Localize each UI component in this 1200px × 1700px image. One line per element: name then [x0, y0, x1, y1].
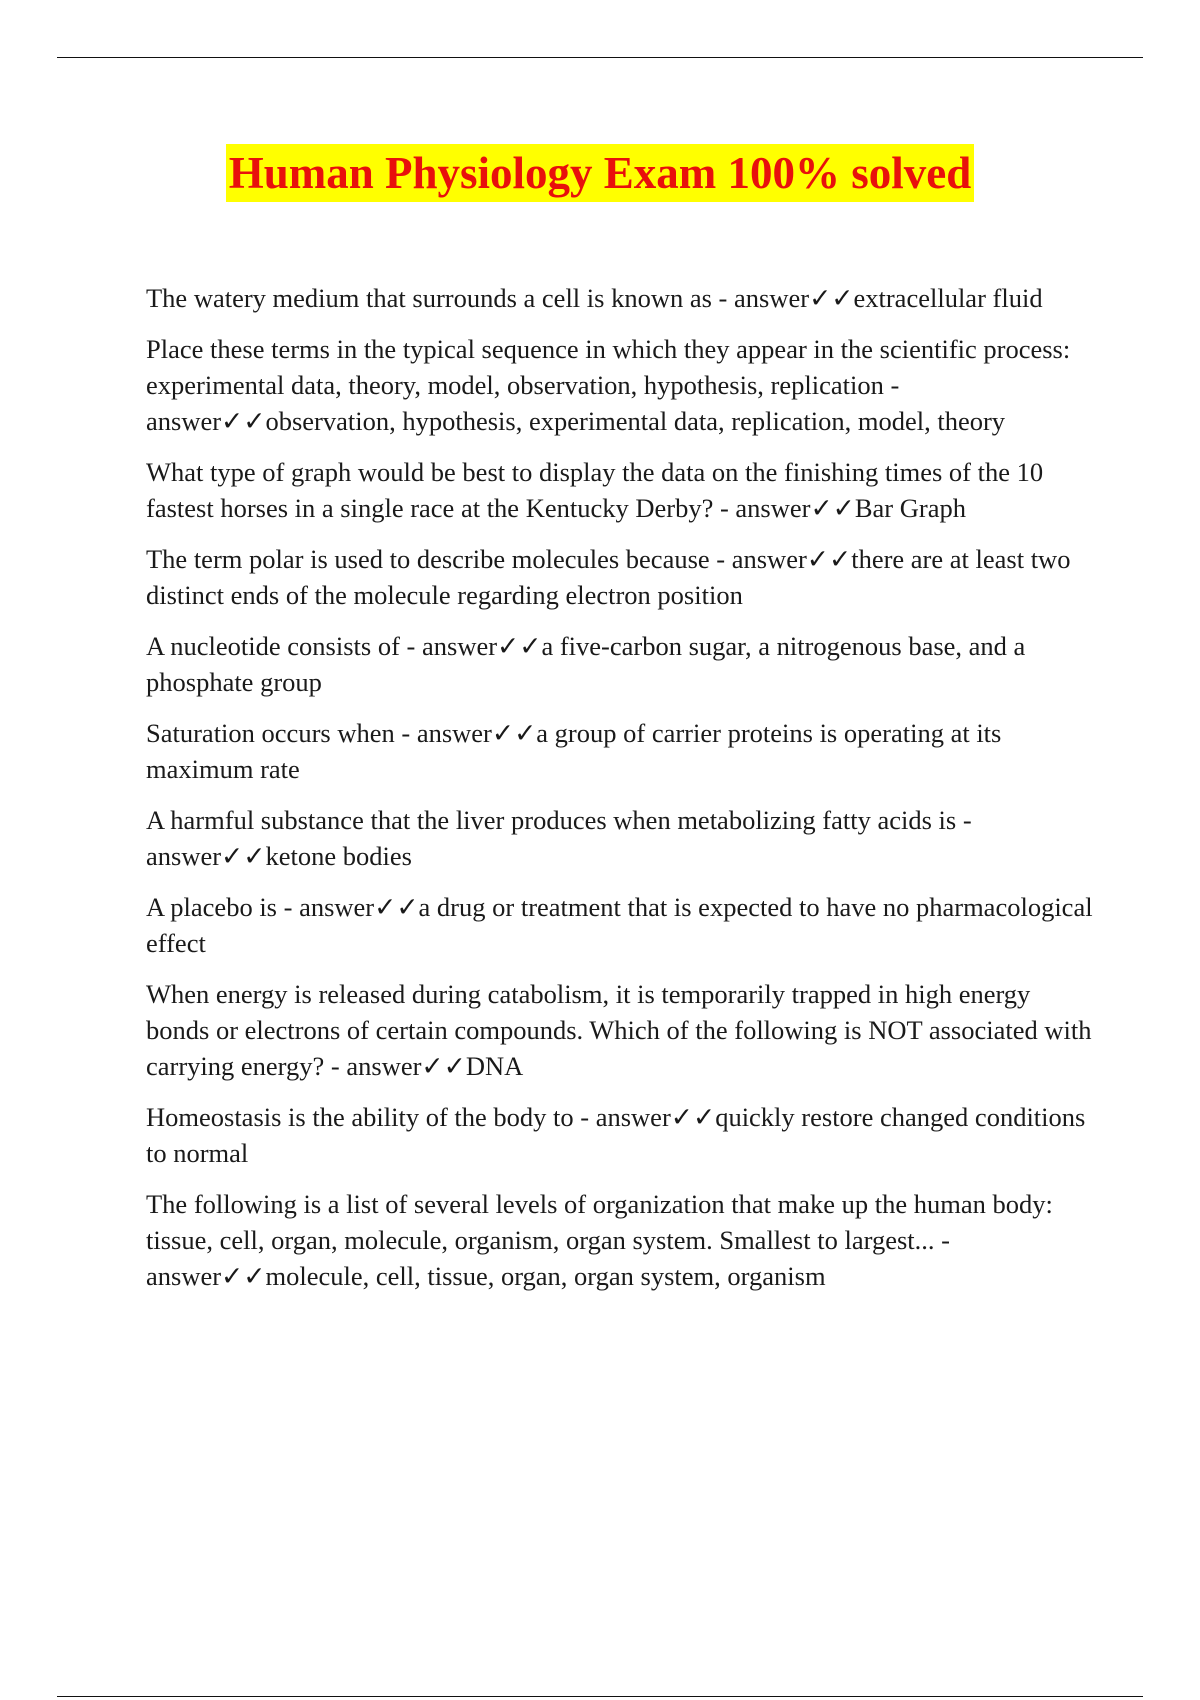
- answer-text: DNA: [465, 1051, 524, 1081]
- qa-item: [146, 331, 1096, 439]
- answer-text: a five-carbon sugar, a nitrogenous base, and a phosphate group: [146, 631, 1026, 697]
- answer-marker: answer✓✓: [595, 1102, 716, 1132]
- qa-item: [146, 889, 1096, 961]
- answer-text: observation, hypothesis, experimental data, replication, model, theory: [265, 406, 1006, 436]
- answer-marker: answer✓✓: [416, 718, 537, 748]
- qa-item: [146, 628, 1096, 700]
- question-text: The term polar is used to describe molecules because -: [146, 544, 732, 574]
- qa-list: [146, 280, 1096, 1309]
- answer-marker: answer✓✓: [422, 631, 542, 661]
- question-text: Homeostasis is the ability of the body to -: [146, 1102, 596, 1132]
- answer-text: a group of carrier proteins is operating at its maximum rate: [146, 718, 1002, 784]
- question-text: When energy is released during catabolism, it is temporarily trapped in high energy bonds or electrons of certain compounds. Which of the following is NOT associated with carrying energy? -: [146, 979, 1092, 1081]
- qa-item: [146, 802, 1096, 874]
- question-text: The following is a list of several levels of organization that make up the human body: tissue, cell, organ, molecule, organism, organ system. Smallest to largest... -: [146, 1189, 1053, 1255]
- qa-item: [146, 976, 1096, 1084]
- answer-text: Bar Graph: [854, 493, 966, 523]
- bottom-rule: [57, 1696, 1143, 1697]
- question-text: The watery medium that surrounds a cell is known as -: [146, 283, 735, 313]
- page-title: Human Physiology Exam 100% solved: [226, 144, 975, 202]
- answer-marker: answer✓✓: [734, 283, 854, 313]
- qa-item: [146, 454, 1096, 526]
- answer-text: a drug or treatment that is expected to have no pharmacological effect: [146, 892, 1093, 958]
- answer-marker: answer✓✓: [146, 406, 266, 436]
- answer-marker: answer✓✓: [146, 841, 266, 871]
- question-text: A harmful substance that the liver produces when metabolizing fatty acids is -: [146, 805, 972, 835]
- answer-text: molecule, cell, tissue, organ, organ system, organism: [265, 1261, 826, 1291]
- question-text: What type of graph would be best to display the data on the finishing times of the 10 fastest horses in a single race at the Kentucky Derby? -: [146, 457, 1044, 523]
- title-wrap: [0, 144, 1200, 202]
- qa-item: [146, 541, 1096, 613]
- answer-marker: answer✓✓: [346, 1051, 466, 1081]
- question-text: A placebo is -: [146, 892, 300, 922]
- question-text: A nucleotide consists of -: [146, 631, 422, 661]
- answer-marker: answer✓✓: [731, 544, 852, 574]
- answer-text: extracellular fluid: [853, 283, 1043, 313]
- question-text: Saturation occurs when -: [146, 718, 417, 748]
- qa-item: [146, 280, 1096, 316]
- answer-marker: answer✓✓: [299, 892, 419, 922]
- answer-marker: answer✓✓: [735, 493, 855, 523]
- answer-marker: answer✓✓: [146, 1261, 266, 1291]
- qa-item: [146, 1186, 1096, 1294]
- top-rule: [57, 57, 1143, 58]
- answer-text: quickly restore changed conditions to normal: [146, 1102, 1086, 1168]
- answer-text: there are at least two distinct ends of the molecule regarding electron position: [146, 544, 1071, 610]
- question-text: Place these terms in the typical sequence in which they appear in the scientific process: experimental data, theory, model, observation, hypothesis, replication -: [146, 334, 1071, 400]
- qa-item: [146, 715, 1096, 787]
- answer-text: ketone bodies: [265, 841, 412, 871]
- qa-item: [146, 1099, 1096, 1171]
